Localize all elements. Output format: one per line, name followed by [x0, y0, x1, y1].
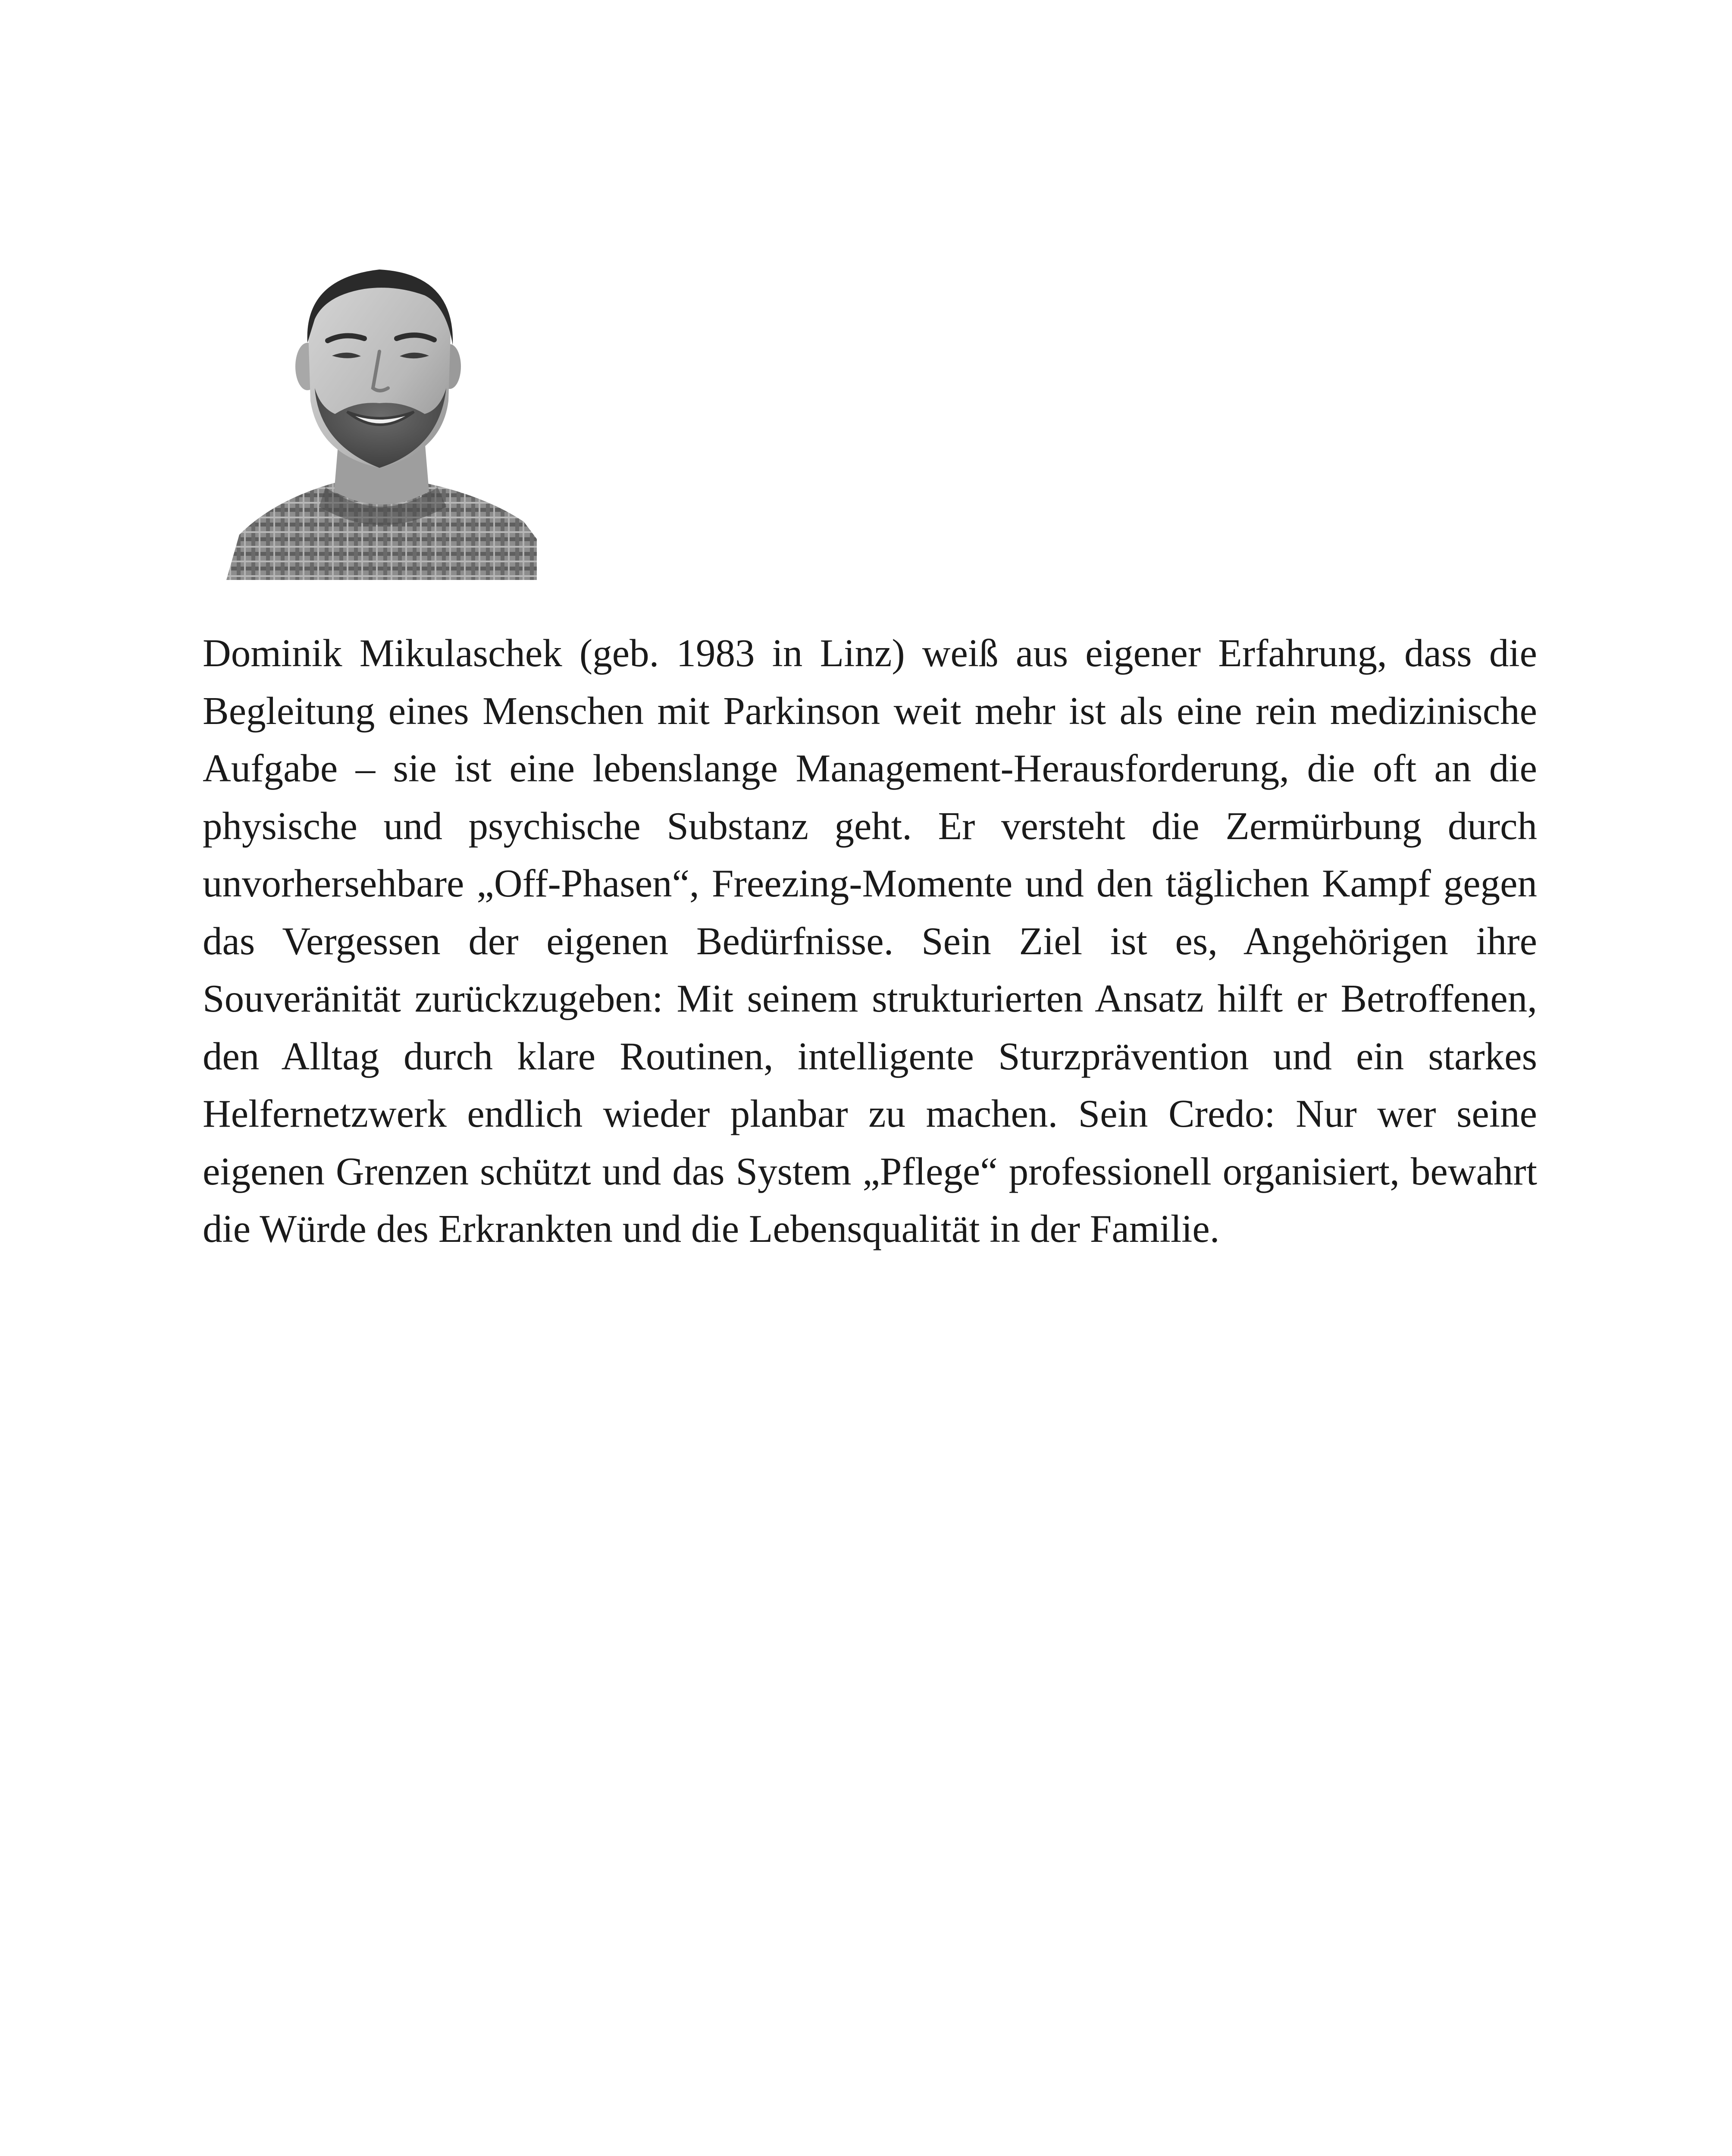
author-photo — [222, 259, 537, 580]
portrait-illustration — [222, 259, 537, 580]
author-bio: Dominik Mikulaschek (geb. 1983 in Linz) weiß aus eigener Erfahrung, dass die Begleitung eines Menschen mit Parkinson weit mehr ist als eine rein medizinische Aufgabe – sie ist eine lebenslange Management-Herausforderung, die oft an die physische und psychische Substanz geht. Er versteht die Zermürbung durch unvorhersehbare „Off-Phasen“, Freezing-Momente und den täglichen Kampf gegen das Vergessen der eigenen Bedürfnisse. Sein Ziel ist es, Angehörigen ihre Souveränität zurückzugeben: Mit seinem strukturierten Ansatz hilft er Betroffenen, den Alltag durch klare Routinen, intelligente Sturzprävention und ein starkes Helfernetzwerk endlich wieder planbar zu machen. Sein Credo: Nur wer seine eigenen Grenzen schützt und das System „Pflege“ professionell organisiert, bewahrt die Würde des Erkrankten und die Lebensqualität in der Familie. — [203, 631, 1537, 1250]
